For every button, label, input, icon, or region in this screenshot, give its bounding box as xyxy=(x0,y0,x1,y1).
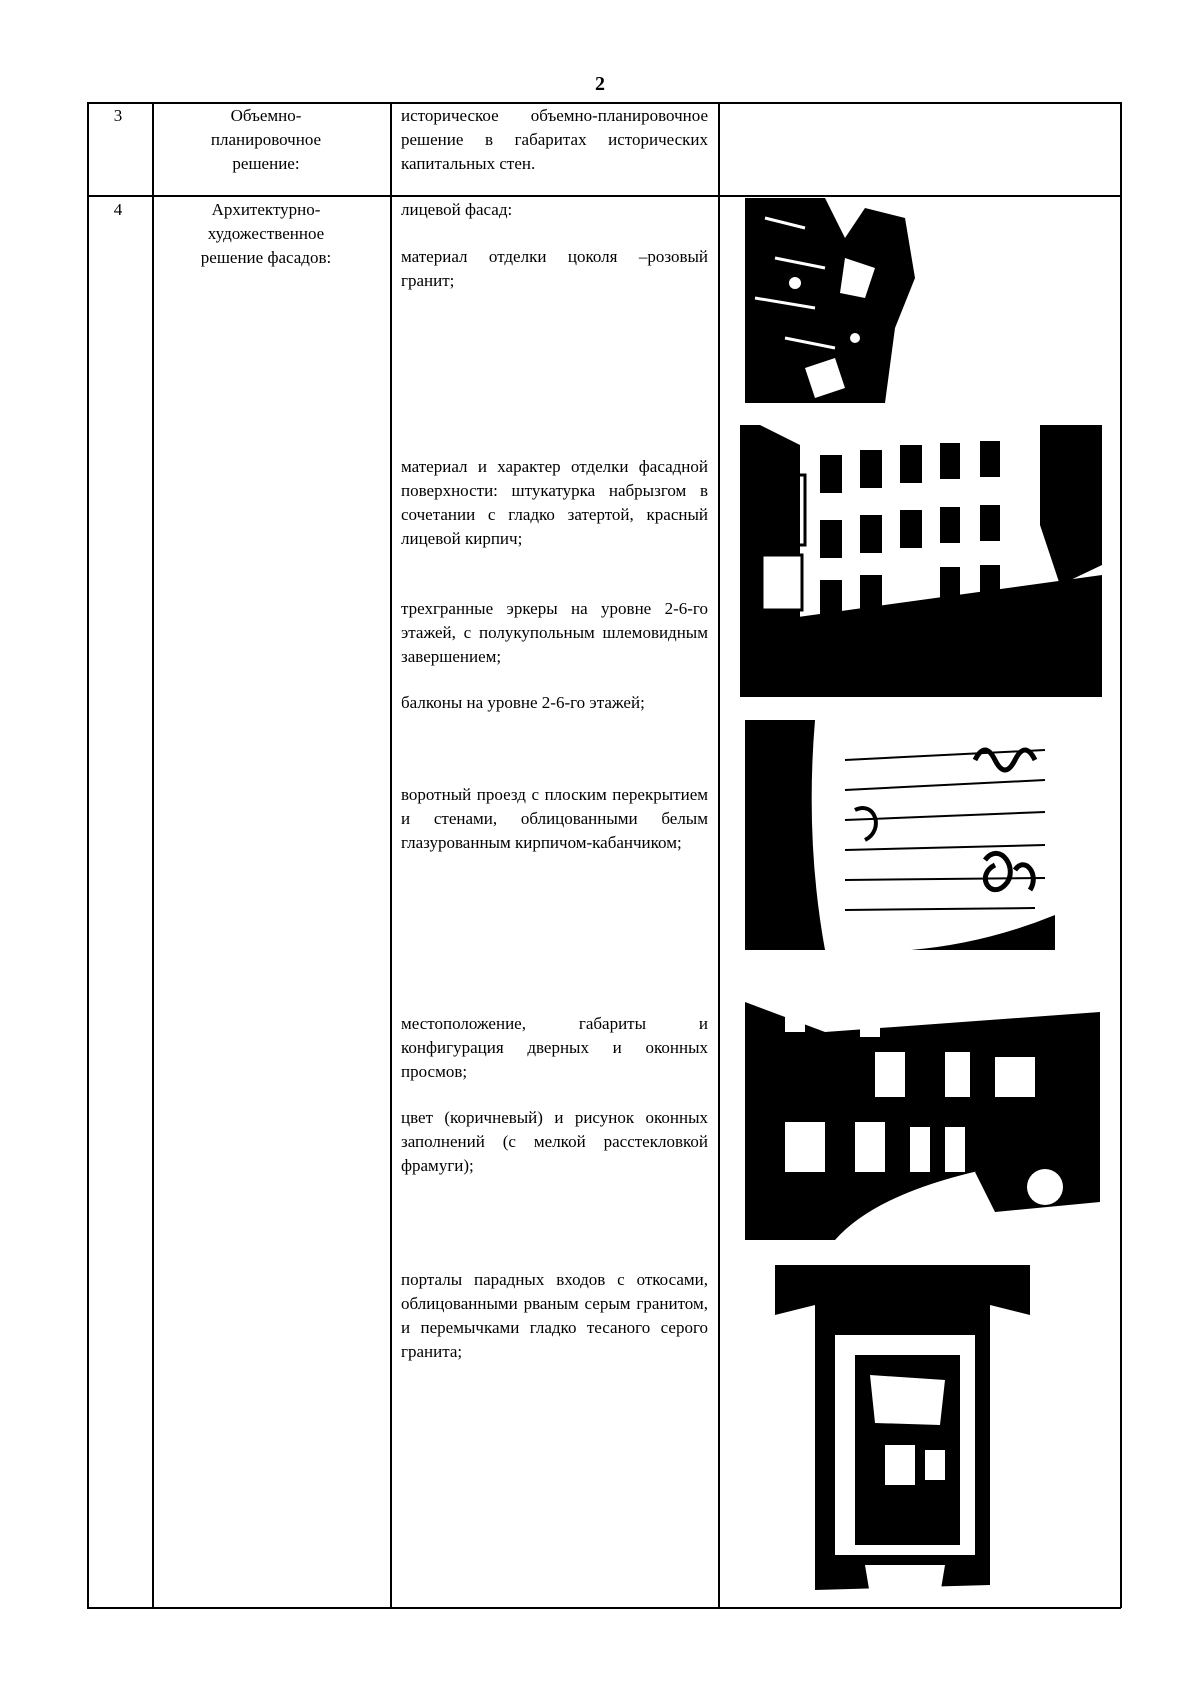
description-text: порталы парадных входов с откосами, облицованными рваным серым гранитом, и перемычками гладко тесаного серого гранита; xyxy=(401,1270,708,1361)
column-divider xyxy=(718,102,720,1608)
column-divider xyxy=(152,102,154,1608)
description-text: материал и характер отделки фасадной поверхности: штукатурка набрызгом в сочетании с гладко затертой, красный лицевой кирпич; xyxy=(401,457,708,548)
facade-photo xyxy=(740,425,1102,697)
row-number: 4 xyxy=(113,200,123,219)
column-divider xyxy=(390,102,392,1608)
page-number: 2 xyxy=(595,73,605,95)
description-text: местоположение, габариты и конфигурация дверных и оконных просмов; xyxy=(401,1014,708,1081)
row-name: Архитектурно-художественное решение фасадов: xyxy=(200,200,332,267)
description-text: балконы на уровне 2-6-го этажей; xyxy=(401,693,645,712)
row-number: 3 xyxy=(113,106,123,125)
description-text: трехгранные эркеры на уровне 2-6-го этажей, с полукупольным шлемовидным завершением; xyxy=(401,599,708,666)
windows-photo xyxy=(745,972,1100,1240)
gateway-photo xyxy=(745,720,1055,950)
description-text: цвет (коричневый) и рисунок оконных заполнений (с мелкой расстекловкой фрамуги); xyxy=(401,1108,708,1175)
table-border-bottom xyxy=(87,1607,1121,1609)
table-border-right xyxy=(1120,102,1122,1608)
plinth-photo xyxy=(745,198,980,403)
table-border-left xyxy=(87,102,89,1608)
portal-photo xyxy=(775,1265,1030,1605)
row-divider xyxy=(87,195,1121,197)
row-description xyxy=(401,104,708,176)
description-text: лицевой фасад: xyxy=(401,200,513,219)
description-text: историческое объемно-планировочное решение в габаритах исторических капитальных стен. xyxy=(401,106,708,173)
description-text: материал отделки цоколя –розовый гранит; xyxy=(401,247,708,290)
row-name: Объемно-планировочное решение: xyxy=(210,106,322,173)
description-text: воротный проезд с плоским перекрытием и стенами, облицованными белым глазурованным кирпичом-кабанчиком; xyxy=(401,785,708,852)
